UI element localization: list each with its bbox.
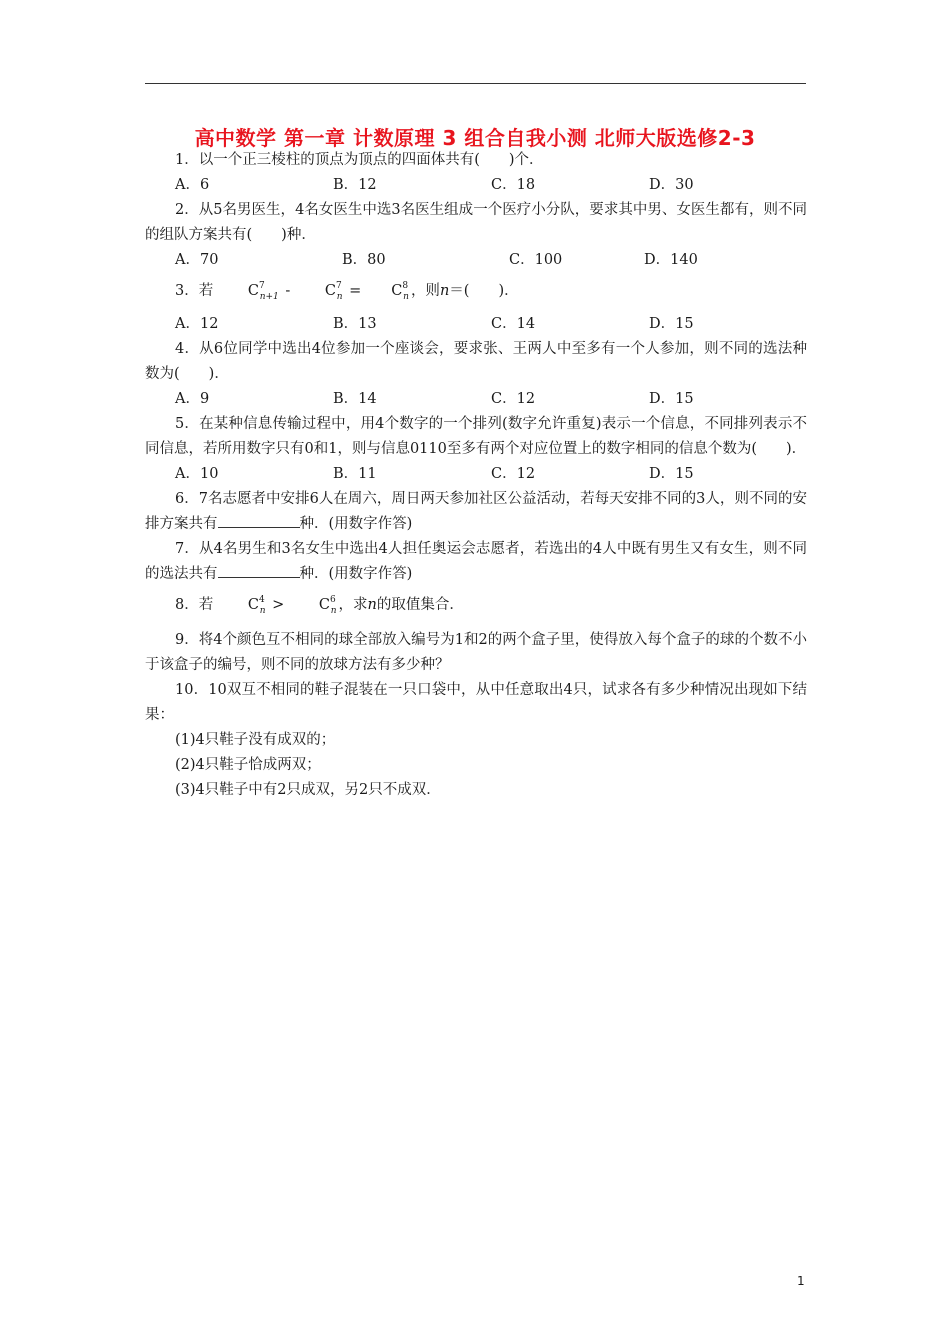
page-number: 1 [797,1274,805,1288]
question-7: 7．从4名男生和3名女生中选出4人担任奥运会志愿者，若选出的4人中既有男生又有女生，则不同的选法共有 种．(用数字作答) [145,541,807,582]
question-10-part-2: (2)4只鞋子恰成两双； [175,757,321,773]
option-c: C．14 [491,316,536,332]
option-b: B．14 [333,391,377,407]
option-c: C．12 [491,391,536,407]
question-3-end: ＝( )． [449,283,519,299]
document-title: 高中数学 第一章 计数原理 3 组合自我小测 北师大版选修2-3 [194,126,756,150]
question-4: 4．从6位同学中选出4位参加一个座谈会，要求张、王两人中至多有一个人参加，则不同的选法种数为( )． [145,341,807,382]
question-10: 10．10双互不相同的鞋子混装在一只口袋中，从中任意取出4只，试求各有多少种情况出现如下结果： [145,682,807,723]
question-3-suffix: ，则 [410,283,440,299]
question-9: 9．将4个颜色互不相同的球全部放入编号为1和2的两个盒子里，使得放入每个盒子的球的个数不小于该盒子的编号，则不同的放球方法有多少种？ [145,632,807,673]
option-a: A．6 [175,177,210,193]
question-1: 1．以一个正三棱柱的顶点为顶点的四面体共有( )个． [175,152,544,168]
option-c: C．100 [509,252,563,268]
option-a: A．70 [175,252,219,268]
question-8-prefix: 8．若 [175,597,214,613]
option-a: A．12 [175,316,219,332]
question-4-options [145,387,807,412]
option-d: D．15 [649,391,694,407]
question-3-options [145,312,807,337]
question-10-part-1: (1)4只鞋子没有成双的； [175,732,336,748]
question-3 [145,279,807,306]
option-d: D．140 [644,252,698,268]
option-b: B．80 [342,252,386,268]
option-b: B．13 [333,316,377,332]
question-8-formula: $C^4_n > C^6_n$ [218,597,339,613]
option-b: B．12 [333,177,377,193]
question-8 [145,593,807,620]
combination-term: $C^8_n$ [391,281,409,302]
option-b: B．11 [333,466,377,482]
question-3-formula: $C^7_{n+1} - C^7_n = C^8_n$ [218,283,411,299]
question-8-middle: ，求 [338,597,368,613]
question-3-prefix: 3．若 [175,283,214,299]
combination-term: $C^7_n$ [324,281,343,302]
variable-n: n [367,597,377,613]
variable-n: n [439,283,450,299]
combination-term: $C^4_n$ [247,595,266,616]
question-5-options [145,462,807,487]
answer-blank [218,563,300,578]
question-6: 6．7名志愿者中安排6人在周六，周日两天参加社区公益活动，若每天安排不同的3人，则不同的安排方案共有 种．(用数字作答) [145,491,807,532]
combination-term: $C^7_{n+1}$ [247,281,279,302]
question-10-part-3: (3)4只鞋子中有2只成双，另2只不成双． [175,782,441,798]
answer-blank [218,513,300,528]
question-5: 5．在某种信息传输过程中，用4个数字的一个排列(数字允许重复)表示一个信息，不同排列表示不同信息，若所用数字只有0和1，则与信息0110至多有两个对应位置上的数字相同的信息个数为( )． [145,416,807,457]
option-d: D．15 [649,316,694,332]
option-a: A．9 [175,391,210,407]
combination-term: $C^6_n$ [318,595,337,616]
question-1-options [145,173,807,198]
option-a: A．10 [175,466,219,482]
option-c: C．18 [491,177,536,193]
option-d: D．30 [649,177,694,193]
option-c: C．12 [491,466,536,482]
question-8-end: 的取值集合． [376,597,464,613]
header-rule [145,83,806,84]
question-2: 2．从5名男医生，4名女医生中选3名医生组成一个医疗小分队，要求其中男、女医生都有，则不同的组队方案共有( )种． [145,202,807,243]
document-body [145,148,807,803]
question-2-options [145,248,807,273]
option-d: D．15 [649,466,694,482]
